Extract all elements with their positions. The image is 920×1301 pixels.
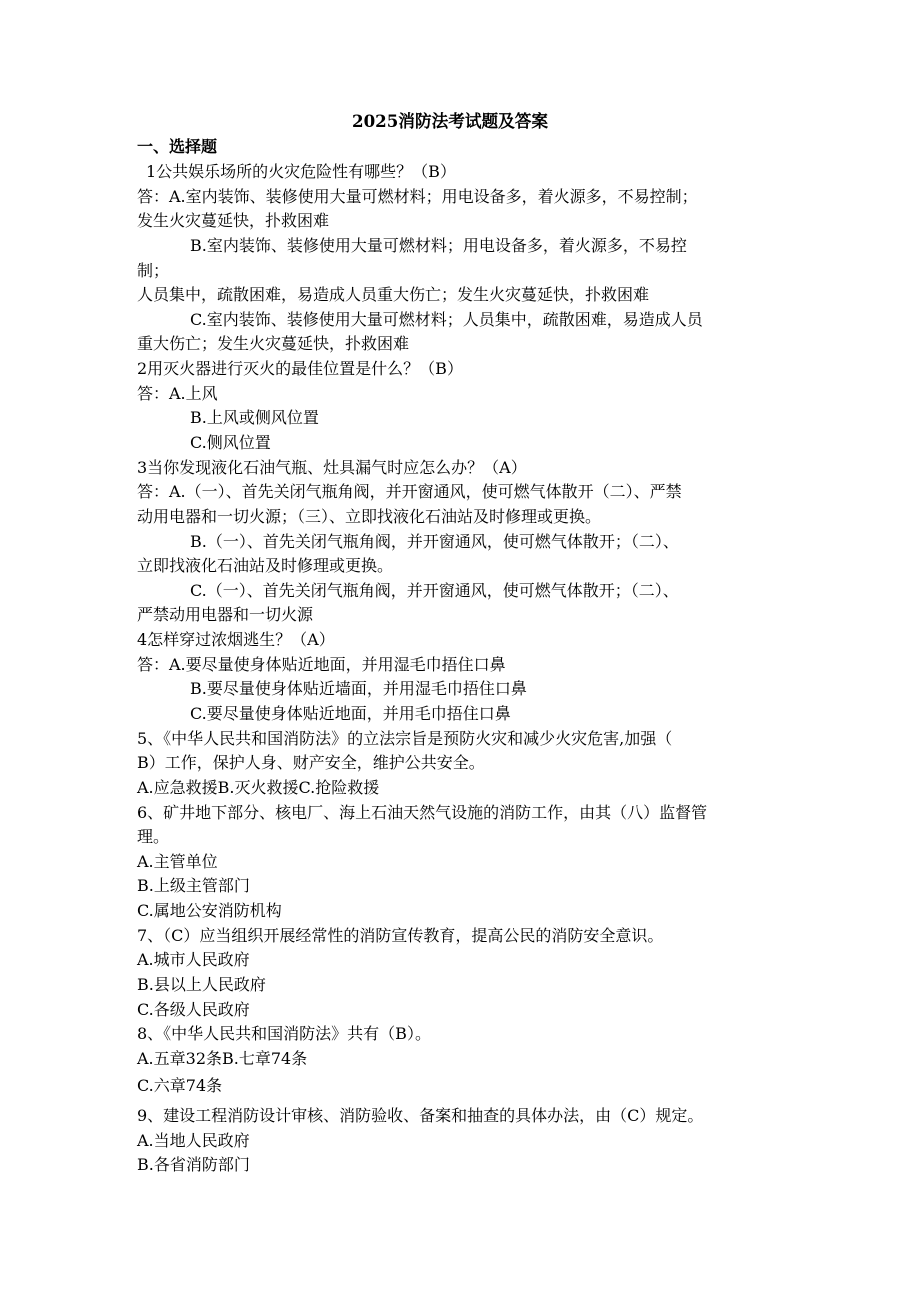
answer-line: 发生火灾蔓延快，扑救困难 [137, 211, 330, 230]
question-line: 7、（C）应当组织开展经常性的消防宣传教育，提高公民的消防安全意识。 [137, 926, 664, 945]
answer-line: C.各级人民政府 [137, 1000, 250, 1019]
answer-line: B.上级主管部门 [137, 876, 250, 895]
answer-line: 答：A.上风 [137, 384, 218, 403]
answer-line: C.室内装饰、装修使用大量可燃材料；人员集中，疏散困难，易造成人员 [190, 310, 703, 329]
answer-line: C.六章74条 [137, 1076, 223, 1095]
answer-line: 重大伤亡；发生火灾蔓延快，扑救困难 [137, 334, 410, 353]
answer-line: C.要尽量使身体贴近地面，并用毛巾捂住口鼻 [190, 704, 511, 723]
document-title: 2025消防法考试题及答案 [352, 112, 549, 132]
answer-line: B.要尽量使身体贴近墙面，并用湿毛巾捂住口鼻 [190, 679, 527, 698]
question-line: 4怎样穿过浓烟逃生？（A） [137, 630, 335, 649]
question-line: 5、《中华人民共和国消防法》的立法宗旨是预防火灾和减少火灾危害,加强（ [137, 729, 673, 748]
answer-line: 立即找液化石油站及时修理或更换。 [137, 556, 394, 575]
answer-line: C.侧风位置 [190, 433, 271, 452]
question-line: 1公共娱乐场所的火灾危险性有哪些？（B） [146, 162, 456, 181]
answer-line: A.城市人民政府 [137, 950, 250, 969]
answer-line: 答：A.室内装饰、装修使用大量可燃材料；用电设备多，着火源多，不易控制； [137, 187, 698, 206]
question-line: B）工作，保护人身、财产安全，维护公共安全。 [137, 753, 485, 772]
answer-line: 答：A.要尽量使身体贴近地面，并用湿毛巾捂住口鼻 [137, 655, 506, 674]
answer-line: C.属地公安消防机构 [137, 901, 282, 920]
section-heading: 一、选择题 [137, 137, 218, 156]
answer-line: 动用电器和一切火源；（三）、立即找液化石油站及时修理或更换。 [137, 507, 602, 526]
question-line: 9、建设工程消防设计审核、消防验收、备案和抽查的具体办法，由（C）规定。 [137, 1106, 704, 1125]
question-line: 8、《中华人民共和国消防法》共有（B）。 [137, 1024, 431, 1043]
question-line: 2用灭火器进行灭火的最佳位置是什么？（B） [137, 359, 463, 378]
answer-line: A.主管单位 [137, 852, 218, 871]
answer-line: B.室内装饰、装修使用大量可燃材料；用电设备多，着火源多，不易控 [190, 236, 687, 255]
answer-line: A.五章32条B.七章74条 [137, 1049, 308, 1068]
answer-line: 答：A.（一）、首先关闭气瓶角阀，并开窗通风，使可燃气体散开（二）、严禁 [137, 482, 682, 501]
answer-line: A.当地人民政府 [137, 1131, 250, 1150]
answer-line: 制； [137, 261, 170, 280]
answer-line: B.上风或侧风位置 [190, 408, 319, 427]
answer-line: A.应急救援B.灭火救援C.抢险救援 [137, 778, 380, 797]
answer-line: 严禁动用电器和一切火源 [137, 605, 314, 624]
question-line: 3当你发现液化石油气瓶、灶具漏气时应怎么办？（A） [137, 458, 527, 477]
answer-line: 人员集中，疏散困难，易造成人员重大伤亡；发生火灾蔓延快，扑救困难 [137, 285, 650, 304]
question-line: 理。 [137, 827, 170, 846]
question-line: 6、矿井地下部分、核电厂、海上石油天然气设施的消防工作，由其（八）监督管 [137, 803, 708, 822]
answer-line: B.（一）、首先关闭气瓶角阀，并开窗通风，使可燃气体散开；（二）、 [190, 532, 679, 551]
answer-line: B.县以上人民政府 [137, 975, 266, 994]
answer-line: C.（一）、首先关闭气瓶角阀，并开窗通风，使可燃气体散开；（二）、 [190, 581, 679, 600]
answer-line: B.各省消防部门 [137, 1155, 250, 1174]
